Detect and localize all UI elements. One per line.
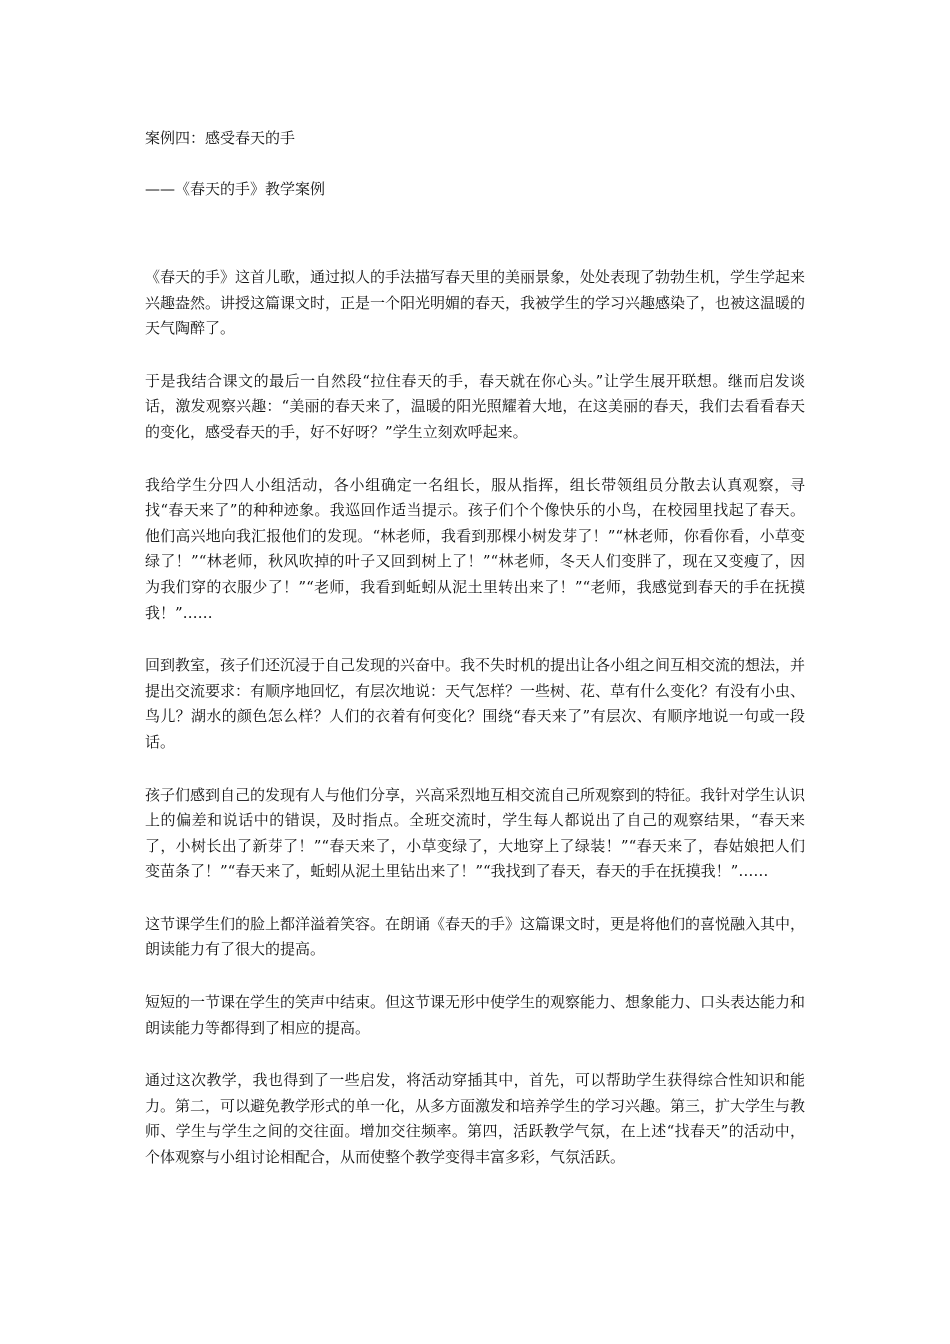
paragraph-association: 于是我结合课文的最后一自然段“拉住春天的手，春天就在你心头。”让学生展开联想。继而启发谈话，激发观察兴趣：“美丽的春天来了，温暖的阳光照耀着大地，在这美丽的春天，我们去看看春天的变化，感受春天的手，好不好呀？”学生立刻欢呼起来。: [145, 371, 805, 441]
paragraph-reflection: 通过这次教学，我也得到了一些启发，将活动穿插其中，首先，可以帮助学生获得综合性知识和能力。第二，可以避免教学形式的单一化，从多方面激发和培养学生的学习兴趣。第三，扩大学生与教师、学生与学生之间的交往面。增加交往频率。第四，活跃教学气氛，在上述“找春天”的活动中，个体观察与小组讨论相配合，从而使整个教学变得丰富多彩，气氛活跃。: [145, 1071, 806, 1167]
paragraph-conclusion: 短短的一节课在学生的笑声中结束。但这节课无形中使学生的观察能力、想象能力、口头表达能力和朗读能力等都得到了相应的提高。: [145, 993, 806, 1037]
paragraph-intro: 《春天的手》这首儿歌，通过拟人的手法描写春天里的美丽景象，处处表现了勃勃生机，学生学起来兴趣盎然。讲授这篇课文时，正是一个阳光明媚的春天，我被学生的学习兴趣感染了，也被这温暖的天气陶醉了。: [145, 268, 806, 338]
document-subtitle: ——《春天的手》教学案例: [145, 180, 326, 198]
paragraph-classroom-exchange: 回到教室，孩子们还沉浸于自己发现的兴奋中。我不失时机的提出让各小组之间互相交流的想法，并提出交流要求：有顺序地回忆，有层次地说：天气怎样？一些树、花、草有什么变化？有没有小虫、鸟儿？湖水的颜色怎么样？人们的衣着有何变化？围绕“春天来了”有层次、有顺序地说一句或一段话。: [145, 656, 806, 751]
paragraph-group-activity: 我给学生分四人小组活动，各小组确定一名组长，服从指挥，组长带领组员分散去认真观察，寻找“春天来了”的种种迹象。我巡回作适当提示。孩子们个个像快乐的小鸟，在校园里找起了春天。他们高兴地向我汇报他们的发现。“林老师，我看到那棵小树发芽了！”“林老师，你看你看，小草变绿了！”“林老师，秋风吹掉的叶子又回到树上了！”“林老师，冬天人们变胖了，现在又变瘦了，因为我们穿的衣服少了！”“老师，我看到蚯蚓从泥土里转出来了！”“老师，我感觉到春天的手在抚摸我！”……: [145, 475, 805, 622]
document-body: [145, 265, 805, 1198]
paragraph-class-sharing: 孩子们感到自己的发现有人与他们分享，兴高采烈地互相交流自己所观察到的特征。我针对学生认识上的偏差和说话中的错误，及时指点。全班交流时，学生每人都说出了自己的观察结果，“春天来了，小树长出了新芽了！”“春天来了，小草变绿了，大地穿上了绿装！”“春天来了，春姑娘把人们变苗条了！”“春天来了，蚯蚓从泥土里钻出来了！”“我找到了春天，春天的手在抚摸我！”……: [145, 785, 806, 881]
document-title: 案例四：感受春天的手: [145, 129, 296, 147]
paragraph-reading: 这节课学生们的脸上都洋溢着笑容。在朗诵《春天的手》这篇课文时，更是将他们的喜悦融入其中，朗读能力有了很大的提高。: [145, 914, 806, 959]
